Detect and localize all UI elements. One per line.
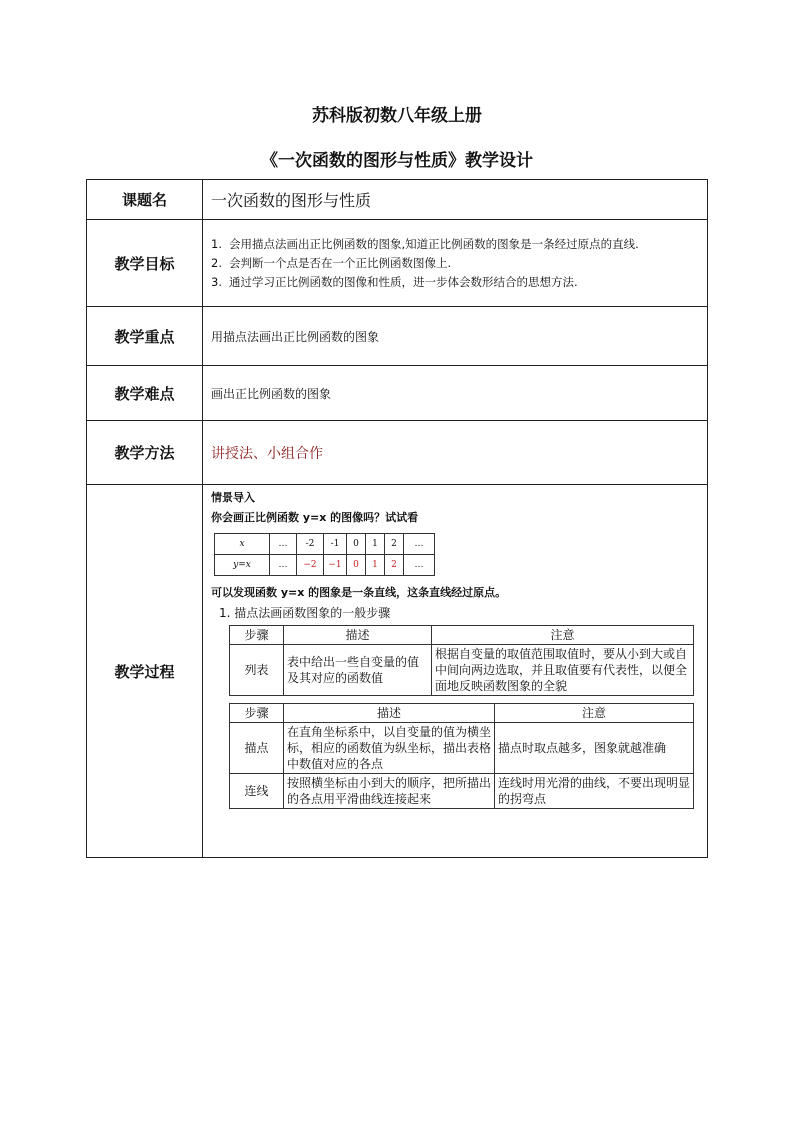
step-description: 表中给出一些自变量的值及其对应的函数值 <box>284 645 432 696</box>
key-point-label: 教学重点 <box>87 307 203 366</box>
row-process <box>87 485 708 858</box>
step-note: 描点时取点越多，图象就越准确 <box>495 723 694 774</box>
process-content <box>203 485 708 858</box>
steps-table-header <box>230 704 694 723</box>
value-row-label: y=x <box>215 555 270 576</box>
objective-item <box>211 254 701 273</box>
value-row-y <box>215 555 435 576</box>
header-cell: 注意 <box>495 704 694 723</box>
topic-label: 课题名 <box>87 180 203 220</box>
objective-item <box>211 273 701 292</box>
method-label: 教学方法 <box>87 421 203 485</box>
value-table <box>214 533 435 576</box>
difficulty-value: 画出正比例函数的图象 <box>203 366 708 421</box>
row-difficulty <box>87 366 708 421</box>
row-objectives <box>87 220 708 307</box>
objectives-label: 教学目标 <box>87 220 203 307</box>
finding-text: 可以发现函数 y=x 的图象是一条直线，这条直线经过原点。 <box>211 586 507 599</box>
steps-table-2 <box>229 703 694 809</box>
objective-number: 1. <box>211 236 222 251</box>
method-value: 讲授法、小组合作 <box>203 421 708 485</box>
objective-item <box>211 235 701 254</box>
objective-text: 通过学习正比例函数的图像和性质，进一步体会数形结合的思想方法. <box>229 274 578 289</box>
lesson-plan-table <box>86 179 708 858</box>
step-name: 描点 <box>230 723 284 774</box>
header-cell: 描述 <box>284 704 495 723</box>
process-label: 教学过程 <box>87 485 203 858</box>
value-cell: −1 <box>324 555 347 576</box>
steps-row <box>230 645 694 696</box>
objectives-content <box>203 220 708 307</box>
value-row-x <box>215 534 435 555</box>
row-method <box>87 421 708 485</box>
objective-number: 3. <box>211 274 222 289</box>
step-name: 列表 <box>230 645 284 696</box>
document-title: 苏科版初数八年级上册 <box>312 106 482 126</box>
steps-table-header <box>230 626 694 645</box>
topic-value: 一次函数的图形与性质 <box>203 180 708 220</box>
difficulty-label: 教学难点 <box>87 366 203 421</box>
header-cell: 步骤 <box>230 704 284 723</box>
objective-number: 2. <box>211 255 222 270</box>
value-cell: 2 <box>385 555 404 576</box>
scene-title: 情景导入 <box>211 491 255 504</box>
step-note: 连线时用光滑的曲线，不要出现明显的拐弯点 <box>495 774 694 809</box>
steps-title: 1. 描点法画函数图象的一般步骤 <box>219 606 391 620</box>
row-topic <box>87 180 708 220</box>
step-description: 在直角坐标系中，以自变量的值为横坐标，相应的函数值为纵坐标，描出表格中数值对应的各点 <box>284 723 495 774</box>
document-subtitle: 《一次函数的图形与性质》教学设计 <box>261 151 533 171</box>
value-cell: 2 <box>385 534 404 555</box>
objective-text: 会用描点法画出正比例函数的图象,知道正比例函数的图象是一条经过原点的直线. <box>229 236 639 251</box>
value-cell: 1 <box>366 534 385 555</box>
steps-row <box>230 723 694 774</box>
key-point-value: 用描点法画出正比例函数的图象 <box>203 307 708 366</box>
value-cell: … <box>270 534 297 555</box>
value-cell: -1 <box>324 534 347 555</box>
step-name: 连线 <box>230 774 284 809</box>
value-cell: … <box>404 555 435 576</box>
value-cell: −2 <box>297 555 324 576</box>
scene-question: 你会画正比例函数 y=x 的图像吗？试试看 <box>211 511 419 524</box>
step-note: 根据自变量的取值范围取值时，要从小到大或自中间向两边选取，并且取值要有代表性，以便全面地反映函数图象的全貌 <box>432 645 694 696</box>
header-cell: 描述 <box>284 626 432 645</box>
value-row-label: x <box>215 534 270 555</box>
row-key-point <box>87 307 708 366</box>
step-description: 按照横坐标由小到大的顺序，把所描出的各点用平滑曲线连接起来 <box>284 774 495 809</box>
value-cell: … <box>270 555 297 576</box>
value-cell: -2 <box>297 534 324 555</box>
header-cell: 注意 <box>432 626 694 645</box>
objective-text: 会判断一个点是否在一个正比例函数图像上. <box>229 255 452 270</box>
header-cell: 步骤 <box>230 626 284 645</box>
steps-row <box>230 774 694 809</box>
value-cell: 1 <box>366 555 385 576</box>
value-cell: 0 <box>347 555 366 576</box>
value-cell: … <box>404 534 435 555</box>
value-cell: 0 <box>347 534 366 555</box>
steps-table-1 <box>229 625 694 696</box>
